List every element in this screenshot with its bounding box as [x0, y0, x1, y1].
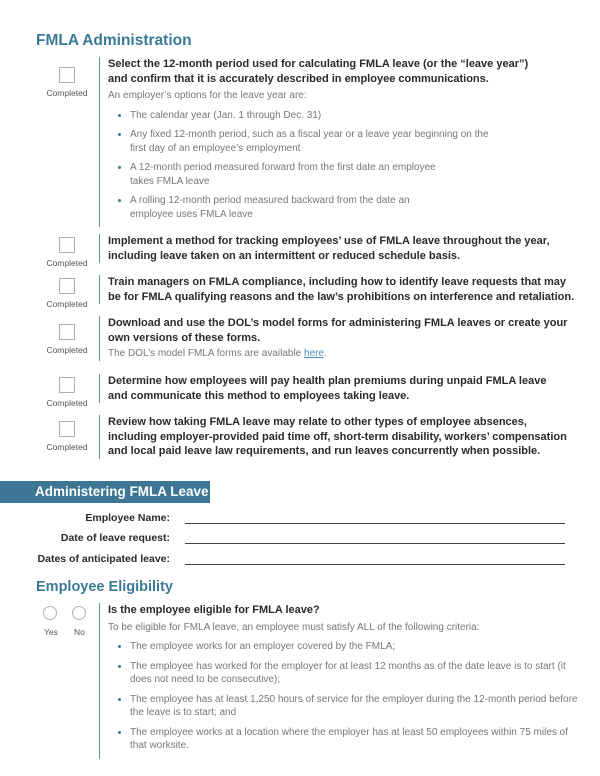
leave-request-date-input[interactable]: [185, 543, 565, 544]
list-item: • The employee works at a location where the employer has at least 50 employees within 75 miles of that worksite.: [130, 726, 578, 753]
completed-checkbox[interactable]: [59, 324, 75, 340]
anticipated-leave-dates-field: [0, 553, 600, 569]
item-title: Determine how employees will pay health plan premiums during unpaid FMLA leave and communicate this method to employees taking leave.: [108, 375, 547, 402]
field-label: Employee Name:: [85, 512, 170, 524]
yes-label: Yes: [44, 627, 58, 637]
question-title: Is the employee eligible for FMLA leave?: [108, 604, 320, 616]
list-item: • The employee works for an employer covered by the FMLA;: [130, 640, 578, 654]
item-title: Implement a method for tracking employees’ use of FMLA leave throughout the year, including leave taken on an intermittent or reduced schedule basis.: [108, 235, 550, 262]
dol-forms-link[interactable]: here: [304, 348, 325, 359]
section-banner-administering-fmla-leave: Administering FMLA Leave: [0, 481, 210, 503]
item-note: [108, 347, 568, 361]
list-item: • Any fixed 12-month period, such as a fiscal year or a leave year beginning on the first day of an employee’s employment: [130, 128, 500, 155]
completed-checkbox[interactable]: [59, 278, 75, 294]
checkbox-label: Completed: [46, 345, 88, 355]
completed-checkbox[interactable]: [59, 67, 75, 83]
item-title: Download and use the DOL’s model forms for administering FMLA leaves or create your own versions of these forms.: [108, 317, 568, 344]
yes-radio[interactable]: [43, 606, 57, 620]
leave-year-options: [108, 109, 538, 222]
completed-checkbox[interactable]: [59, 237, 75, 253]
item-title: Train managers on FMLA compliance, including how to identify leave requests that may be for FMLA qualifying reasons and the law’s prohibitions on interference and retaliation.: [108, 276, 575, 303]
completed-checkbox[interactable]: [59, 377, 75, 393]
field-label: Dates of anticipated leave:: [37, 553, 170, 565]
note-suffix: .: [324, 348, 327, 359]
leave-request-date-field: [0, 532, 600, 548]
item-intro: An employer’s options for the leave year are:: [108, 90, 307, 101]
checkbox-label: Completed: [46, 299, 88, 309]
note-text: The DOL’s model FMLA forms are available: [108, 348, 305, 359]
field-label: Date of leave request:: [60, 532, 170, 544]
completed-checkbox[interactable]: [59, 421, 75, 437]
employee-name-input[interactable]: [185, 523, 565, 524]
checkbox-label: Completed: [46, 88, 88, 98]
list-item: • The employee has worked for the employer for at least 12 months as of the date leave is to start (it does not need to be consecutive);: [130, 660, 578, 687]
checkbox-label: Completed: [46, 442, 88, 452]
list-item: • A rolling 12-month period measured backward from the date an employee uses FMLA leave: [130, 194, 450, 221]
section-title-employee-eligibility: Employee Eligibility: [36, 579, 173, 595]
no-radio[interactable]: [72, 606, 86, 620]
item-title: Review how taking FMLA leave may relate to other types of employee absences, including employer-provided paid time off, short-term disability, workers’ compensation and local paid leave law requirements, and run leaves concurrently when possible.: [108, 416, 567, 457]
eligibility-criteria: [108, 640, 578, 753]
list-item: • A 12-month period measured forward from the first date an employee takes FMLA leave: [130, 161, 450, 188]
list-item: • The employee has at least 1,250 hours of service for the employer during the 12-month period before the leave is to start; and: [130, 693, 578, 720]
checkbox-label: Completed: [46, 258, 88, 268]
section-title-fmla-administration: FMLA Administration: [36, 32, 192, 49]
no-label: No: [74, 627, 85, 637]
list-item: • The calendar year (Jan. 1 through Dec. 31): [130, 109, 538, 123]
employee-name-field: [0, 512, 600, 528]
question-intro: To be eligible for FMLA leave, an employee must satisfy ALL of the following criteria:: [108, 621, 480, 633]
item-title: Select the 12-month period used for calculating FMLA leave (or the “leave year”) and confirm that it is accurately described in employee communications.: [108, 58, 529, 85]
checkbox-label: Completed: [46, 398, 88, 408]
anticipated-leave-dates-input[interactable]: [185, 564, 565, 565]
